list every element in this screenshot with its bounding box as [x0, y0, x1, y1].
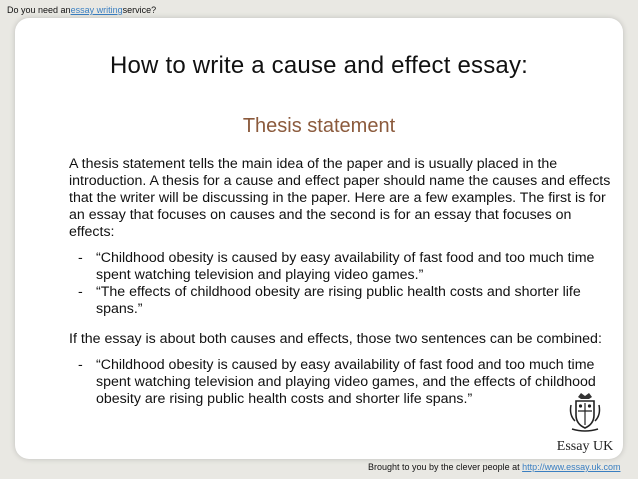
essay-writing-link[interactable]: essay writing	[70, 5, 123, 15]
coat-of-arms-icon	[568, 391, 602, 433]
slide-subtitle: Thesis statement	[242, 115, 396, 137]
logo-text: Essay UK	[556, 439, 614, 454]
slide-title: How to write a cause and effect essay:	[109, 52, 529, 79]
banner-prefix: Do you need an	[7, 5, 71, 15]
top-banner	[0, 0, 638, 20]
intro-paragraph: A thesis statement tells the main idea of the paper and is usually placed in the introduction. A thesis for a cause and effect paper should name the causes and effects that the writer will be discussing in the paper. Here are a few examples. The first is for an essay that focuses on causes and the second is for an essay that focuses on effects:	[69, 156, 611, 240]
bullet-dash: -	[78, 284, 83, 300]
combined-paragraph: If the essay is about both causes and effects, those two sentences can be combined:	[69, 331, 602, 347]
footer-link[interactable]: http://www.essay.uk.com	[522, 462, 621, 472]
slide-card	[15, 18, 623, 459]
slide-body	[69, 156, 614, 408]
banner-suffix: service?	[122, 5, 157, 15]
example-cause-text: “Childhood obesity is caused by easy availability of fast food and too much time spent watching television and playing video games.”	[96, 250, 595, 283]
footer-prefix: Brought to you by the clever people at	[368, 462, 523, 472]
essay-uk-logo	[549, 391, 621, 459]
example-combined	[69, 357, 614, 408]
bullet-dash: -	[78, 250, 83, 266]
footer	[368, 462, 620, 472]
example-effect	[69, 284, 614, 318]
example-cause	[69, 250, 614, 284]
example-combined-text: “Childhood obesity is caused by easy availability of fast food and too much time spent watching television and playing video games, and the effects of childhood obesity are rising public health costs and shorter life spans.”	[96, 357, 596, 407]
example-effect-text: “The effects of childhood obesity are rising public health costs and shorter life spans.”	[96, 284, 581, 317]
bullet-dash: -	[78, 357, 83, 373]
